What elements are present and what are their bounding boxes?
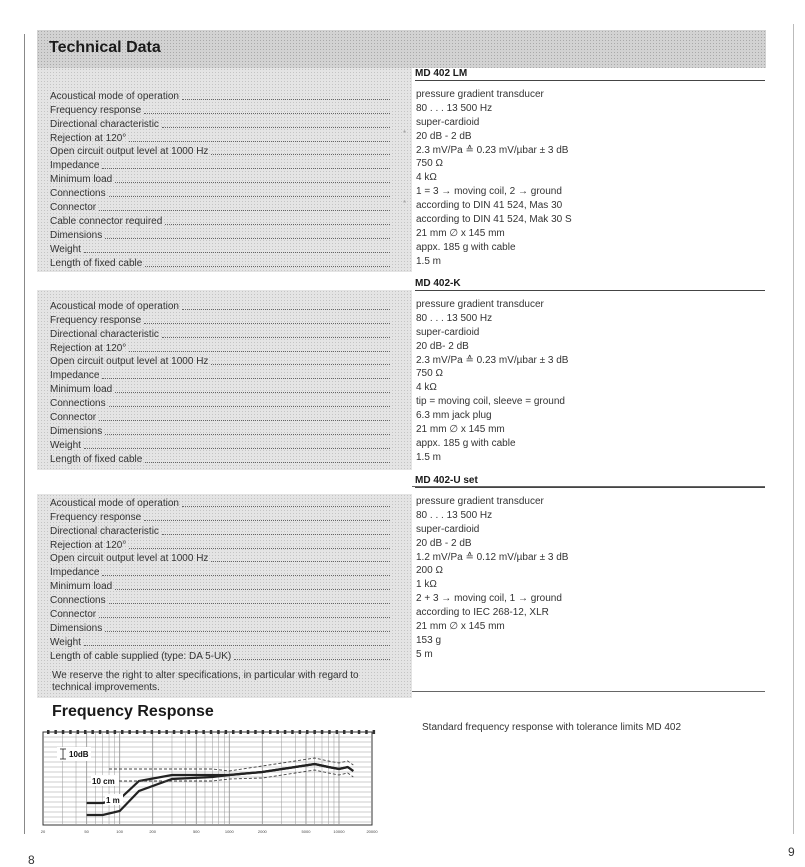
scale-tick-mark — [217, 730, 220, 734]
spec-row — [50, 89, 390, 103]
spec-row — [50, 228, 390, 242]
dot-leader — [144, 323, 390, 324]
spec-label: Length of fixed cable — [50, 453, 143, 465]
x-tick-label: 500 — [192, 829, 200, 834]
divider — [412, 691, 765, 692]
scale-tick-mark — [321, 730, 324, 734]
scale-tick-mark — [195, 730, 198, 734]
spec-row — [50, 649, 390, 663]
spec-value: 1.5 m — [416, 255, 442, 267]
scale-tick-mark — [232, 730, 235, 734]
x-tick-label: 5000 — [301, 829, 311, 834]
dot-leader — [109, 603, 390, 604]
scale-tick-mark — [254, 730, 257, 734]
dot-leader — [162, 534, 390, 535]
spec-label: Directional characteristic — [50, 525, 159, 537]
dot-leader — [162, 127, 390, 128]
scale-tick-mark — [313, 730, 316, 734]
spec-label: Connections — [50, 188, 106, 200]
scale-tick-mark — [121, 730, 124, 734]
scale-tick-mark — [180, 730, 183, 734]
spec-label: Connections — [50, 398, 106, 410]
scale-tick-mark — [99, 730, 102, 734]
spec-row — [50, 538, 390, 552]
x-tick-label: 1000 — [224, 829, 234, 834]
dot-leader — [84, 645, 390, 646]
dot-leader — [211, 364, 390, 365]
scale-tick-mark — [336, 730, 339, 734]
spec-value: 20 dB - 2 dB — [416, 537, 472, 549]
spec-value: super-cardioid — [416, 116, 480, 128]
scale-tick-mark — [299, 730, 302, 734]
dot-leader — [144, 113, 390, 114]
scale-tick-mark — [358, 730, 361, 734]
x-tick-label: 100 — [116, 829, 123, 834]
scale-tick-mark — [269, 730, 272, 734]
dot-leader — [115, 182, 390, 183]
spec-value: according to IEC 268-12, XLR — [416, 607, 549, 619]
dot-leader — [129, 548, 390, 549]
spec-row — [50, 552, 390, 566]
scale-tick-mark — [136, 730, 139, 734]
spec-row — [50, 256, 390, 270]
spec-row — [50, 186, 390, 200]
x-tick-label: 20000 — [366, 829, 378, 834]
scale-tick-mark — [291, 730, 294, 734]
scale-tick-mark — [350, 730, 353, 734]
spec-row — [50, 242, 390, 256]
curve-label: 10 cm — [92, 777, 115, 786]
spec-row — [50, 145, 390, 159]
spec-row — [50, 158, 390, 172]
dot-leader — [145, 462, 390, 463]
spec-value: appx. 185 g with cable — [416, 241, 516, 253]
spec-value: 2 + 3 → moving coil, 1 → ground — [416, 593, 562, 605]
spec-row — [50, 103, 390, 117]
scale-tick-mark — [84, 730, 87, 734]
spec-value: 21 mm ∅ x 145 mm — [416, 424, 505, 436]
spec-label: Rejection at 120° — [50, 132, 127, 144]
spec-value: 80 . . . 13 500 Hz — [416, 312, 493, 324]
x-tick-label: 2000 — [257, 829, 267, 834]
model-heading-md402u: MD 402-U set — [415, 475, 765, 488]
spec-label: Acoustical mode of operation — [50, 497, 179, 509]
spec-row — [50, 355, 390, 369]
scale-tick-mark — [202, 730, 205, 734]
spec-value: 21 mm ∅ x 145 mm — [416, 621, 505, 633]
spec-value: 6.3 mm jack plug — [416, 410, 492, 422]
spec-value: 5 m — [416, 648, 433, 660]
dot-leader — [165, 224, 390, 225]
spec-row — [50, 593, 390, 607]
spec-value: 20 dB- 2 dB — [416, 340, 469, 352]
spec-value: 4 kΩ — [416, 382, 437, 394]
spec-value: super-cardioid — [416, 523, 480, 535]
spec-row — [50, 524, 390, 538]
spec-value: appx. 185 g with cable — [416, 437, 516, 449]
title-bar — [37, 30, 766, 68]
spec-value: 20 dB - 2 dB — [416, 130, 472, 142]
spec-row — [50, 313, 390, 327]
dot-leader — [84, 252, 390, 253]
spec-value: 4 kΩ — [416, 172, 437, 184]
spec-label: Open circuit output level at 1000 Hz — [50, 356, 209, 368]
scale-tick-mark — [158, 730, 161, 734]
scale-tick-mark — [225, 730, 228, 734]
spec-row — [50, 368, 390, 382]
spec-value: 1.5 m — [416, 451, 442, 463]
spec-label: Frequency response — [50, 104, 142, 116]
scale-tick-mark — [373, 730, 376, 734]
page-binding-line — [24, 34, 25, 834]
spec-labels-md402lm — [50, 89, 390, 270]
scale-tick-mark — [106, 730, 109, 734]
spec-value: 153 g — [416, 634, 442, 646]
spec-label: Weight — [50, 439, 81, 451]
spec-row — [50, 607, 390, 621]
scale-tick-mark — [343, 730, 346, 734]
spec-value: pressure gradient transducer — [416, 89, 544, 100]
spec-label: Dimensions — [50, 425, 103, 437]
panel-separator — [37, 470, 412, 494]
scale-tick-mark — [62, 730, 65, 734]
spec-row — [50, 214, 390, 228]
spec-label: Open circuit output level at 1000 Hz — [50, 553, 209, 565]
spec-row — [50, 117, 390, 131]
spec-row — [50, 382, 390, 396]
spec-label: Connector — [50, 202, 97, 214]
curve-label: 1 m — [106, 796, 120, 805]
scale-tick-mark — [239, 730, 242, 734]
spec-label: Impedance — [50, 567, 100, 579]
spec-label: Weight — [50, 243, 81, 255]
spec-row — [50, 200, 390, 214]
spec-row — [50, 131, 390, 145]
spec-value: 750 Ω — [416, 158, 443, 170]
dot-leader — [211, 154, 390, 155]
spec-row — [50, 579, 390, 593]
spec-value: 2.3 mV/Pa ≙ 0.23 mV/µbar ± 3 dB — [416, 144, 569, 156]
margin-mark: * — [403, 129, 407, 138]
dot-leader — [115, 589, 390, 590]
dot-leader — [105, 434, 390, 435]
page-title: Technical Data — [49, 39, 161, 56]
dot-leader — [115, 392, 390, 393]
spec-label: Length of cable supplied (type: DA 5-UK) — [50, 650, 232, 662]
spec-values-md402u — [416, 496, 756, 663]
spec-label: Connector — [50, 609, 97, 621]
dot-leader — [129, 141, 390, 142]
dot-leader — [105, 631, 390, 632]
dot-leader — [182, 99, 390, 100]
spec-label: Frequency response — [50, 511, 142, 523]
spec-value: 21 mm ∅ x 145 mm — [416, 227, 505, 239]
spec-row — [50, 410, 390, 424]
spec-row — [50, 496, 390, 510]
spec-value: tip = moving coil, sleeve = ground — [416, 396, 565, 408]
scale-tick-mark — [91, 730, 94, 734]
spec-label: Cable connector required — [50, 215, 163, 227]
scale-tick-mark — [188, 730, 191, 734]
spec-labels-md402u — [50, 496, 390, 663]
spec-row — [50, 424, 390, 438]
model-heading-md402lm: MD 402 LM — [415, 68, 765, 81]
spec-label: Minimum load — [50, 581, 113, 593]
x-tick-label: 50 — [84, 829, 89, 834]
dot-leader — [102, 575, 390, 576]
spec-value: 2.3 mV/Pa ≙ 0.23 mV/µbar ± 3 dB — [416, 354, 569, 366]
dot-leader — [105, 238, 390, 239]
spec-label: Impedance — [50, 370, 100, 382]
scale-tick-mark — [173, 730, 176, 734]
spec-label: Impedance — [50, 160, 100, 172]
dot-leader — [84, 448, 390, 449]
page-number-right: 9 — [788, 845, 795, 859]
scale-tick-mark — [365, 730, 368, 734]
spec-row — [50, 172, 390, 186]
spec-value: 750 Ω — [416, 368, 443, 380]
spec-value: according to DIN 41 524, Mak 30 S — [416, 214, 572, 226]
scale-tick-mark — [210, 730, 213, 734]
spec-row — [50, 327, 390, 341]
spec-row — [50, 510, 390, 524]
spec-value: 80 . . . 13 500 Hz — [416, 509, 493, 521]
spec-label: Directional characteristic — [50, 328, 159, 340]
spec-row — [50, 565, 390, 579]
spec-label: Length of fixed cable — [50, 257, 143, 269]
dot-leader — [182, 506, 390, 507]
spec-label: Acoustical mode of operation — [50, 300, 179, 312]
dot-leader — [102, 378, 390, 379]
spec-values-md402lm — [416, 89, 756, 270]
divider — [412, 486, 765, 487]
spec-label: Acoustical mode of operation — [50, 90, 179, 102]
spec-label: Rejection at 120° — [50, 342, 127, 354]
spec-label: Minimum load — [50, 174, 113, 186]
scale-tick-mark — [77, 730, 80, 734]
spec-values-md402k — [416, 299, 756, 466]
scale-tick-mark — [69, 730, 72, 734]
dot-leader — [109, 196, 390, 197]
dot-leader — [182, 309, 390, 310]
dot-leader — [99, 617, 390, 618]
dot-leader — [99, 420, 390, 421]
spec-label: Open circuit output level at 1000 Hz — [50, 146, 209, 158]
scale-tick-mark — [247, 730, 250, 734]
dot-leader — [211, 561, 390, 562]
spec-row — [50, 396, 390, 410]
dot-leader — [102, 168, 390, 169]
spec-label: Dimensions — [50, 622, 103, 634]
dot-leader — [109, 406, 390, 407]
scale-tick-mark — [165, 730, 168, 734]
response-curve — [87, 764, 354, 815]
scale-tick-mark — [276, 730, 279, 734]
scale-tick-mark — [128, 730, 131, 734]
chart-caption: Standard frequency response with tolerance limits MD 402 — [422, 722, 682, 733]
spec-value: super-cardioid — [416, 326, 480, 338]
panel-separator — [37, 272, 412, 290]
spec-value: pressure gradient transducer — [416, 496, 544, 507]
x-tick-label: 20 — [40, 829, 46, 834]
scale-tick-mark — [114, 730, 117, 734]
spec-value: pressure gradient transducer — [416, 299, 544, 310]
scale-label: 10dB — [69, 750, 89, 759]
dot-leader — [145, 266, 390, 267]
spec-value: 200 Ω — [416, 565, 443, 577]
frequency-response-heading: Frequency Response — [52, 703, 214, 720]
spec-value: 1 kΩ — [416, 579, 437, 591]
spec-label: Frequency response — [50, 314, 142, 326]
dot-leader — [144, 520, 390, 521]
spec-row — [50, 635, 390, 649]
scale-tick-mark — [54, 730, 57, 734]
spec-label: Connections — [50, 595, 106, 607]
spec-label: Minimum load — [50, 384, 113, 396]
x-tick-label: 10000 — [333, 829, 345, 834]
scale-tick-mark — [306, 730, 309, 734]
spec-label: Connector — [50, 412, 97, 424]
spec-value: 1 = 3 → moving coil, 2 → ground — [416, 186, 562, 198]
scale-tick-mark — [262, 730, 265, 734]
spec-row — [50, 341, 390, 355]
spec-value: 80 . . . 13 500 Hz — [416, 102, 493, 114]
spec-value: according to DIN 41 524, Mas 30 — [416, 200, 563, 212]
scale-tick-mark — [143, 730, 146, 734]
spec-label: Dimensions — [50, 229, 103, 241]
dot-leader — [99, 210, 390, 211]
spec-row — [50, 452, 390, 466]
scale-tick-mark — [151, 730, 154, 734]
spec-row — [50, 438, 390, 452]
spec-row — [50, 299, 390, 313]
spec-label: Directional characteristic — [50, 118, 159, 130]
spec-value: 1.2 mV/Pa ≙ 0.12 mV/µbar ± 3 dB — [416, 551, 569, 563]
scale-tick-mark — [47, 730, 50, 734]
spec-row — [50, 621, 390, 635]
dot-leader — [129, 351, 390, 352]
disclaimer-note: We reserve the right to alter specifications, in particular with regard to technical improvements. — [52, 670, 359, 693]
scale-tick-mark — [328, 730, 331, 734]
dot-leader — [162, 337, 390, 338]
page-number-left: 8 — [28, 853, 35, 867]
spec-label: Rejection at 120° — [50, 539, 127, 551]
spec-label: Weight — [50, 636, 81, 648]
scale-tick-mark — [284, 730, 287, 734]
right-page-edge — [793, 24, 794, 834]
x-tick-label: 200 — [149, 829, 157, 834]
frequency-response-chart — [40, 728, 378, 835]
spec-labels-md402k — [50, 299, 390, 466]
model-heading-md402k: MD 402-K — [415, 278, 765, 291]
margin-mark: * — [403, 199, 407, 208]
dot-leader — [234, 659, 390, 660]
